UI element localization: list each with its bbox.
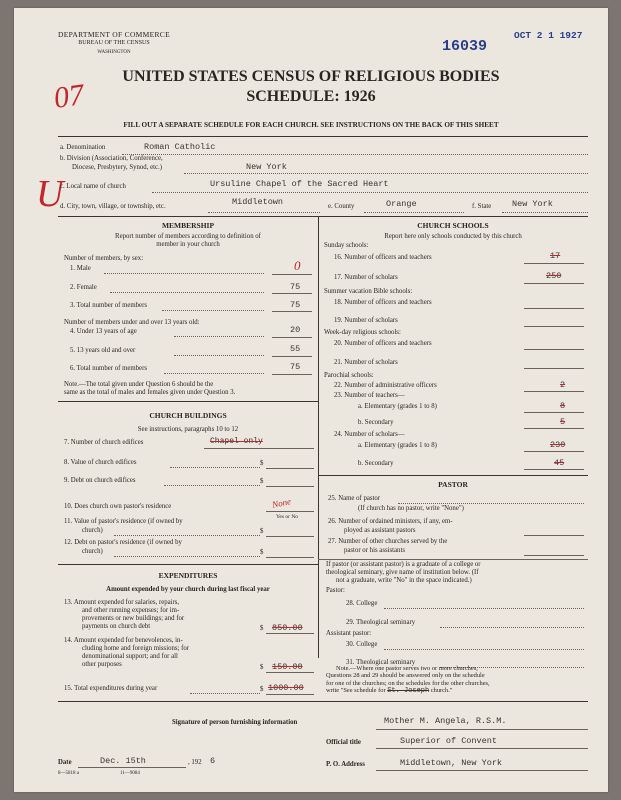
q30-label: 30. College xyxy=(346,641,378,648)
pastor-note-4 xyxy=(326,687,490,695)
date-line xyxy=(78,767,186,768)
sex-heading: Number of members, by sex: xyxy=(64,255,144,262)
membership-rule xyxy=(58,401,318,402)
q6-leader xyxy=(164,373,264,374)
q15-field xyxy=(266,694,314,695)
graduate-instruction xyxy=(326,561,481,585)
po-address-line xyxy=(376,770,588,771)
q9-dollar: $ xyxy=(260,478,264,485)
q24b-value: 45 xyxy=(554,458,565,468)
q8-label: 8. Value of church edifices xyxy=(64,459,137,466)
q7-value: Chapel only xyxy=(210,437,263,446)
state-line xyxy=(502,212,588,213)
q1-leader xyxy=(104,273,264,274)
q14-label xyxy=(64,637,189,669)
q6-field xyxy=(272,374,312,375)
q16-field xyxy=(524,263,584,264)
q18-field xyxy=(524,308,584,309)
denomination-label: a. Denomination xyxy=(60,144,106,151)
q16-label: 16. Number of officers and teachers xyxy=(334,254,432,261)
signature-line xyxy=(376,729,588,730)
local-name-label: c. Local name of church xyxy=(60,183,126,190)
membership-note-1: Note.—The total given under Question 6 should be the xyxy=(64,381,214,388)
city-label: d. City, town, village, or township, etc. xyxy=(60,203,166,210)
q13-line-1: 13. Amount expended for salaries, repairs, xyxy=(64,599,180,606)
graduate-instruction-3: not a graduate, write "No" in the space indicated.) xyxy=(336,577,472,584)
buildings-sub: See instructions, paragraphs 10 to 12 xyxy=(137,426,239,433)
q17-label: 17. Number of scholars xyxy=(334,274,398,281)
form-number: 8—5818 a xyxy=(58,771,79,776)
q23b-label: b. Secondary xyxy=(358,419,394,426)
q12-label: 12. Debt on pastor's residence (if owned by xyxy=(64,539,182,546)
membership-intro-2: member in your church xyxy=(156,241,220,248)
q7-field xyxy=(204,448,314,449)
q3-leader xyxy=(162,310,264,311)
membership-intro-1: Report number of members according to definition of xyxy=(115,233,261,240)
q4-label: 4. Under 13 years of age xyxy=(70,328,137,335)
q20-label: 20. Number of officers and teachers xyxy=(334,340,432,347)
schools-intro: Report here only schools conducted by this church xyxy=(384,233,522,240)
q14-field xyxy=(266,672,314,673)
bureau-name: BUREAU OF THE CENSUS xyxy=(78,40,150,46)
q25-hint: (If church has no pastor, write "None") xyxy=(358,505,464,512)
q8-leader xyxy=(170,467,260,468)
q15-value: 1000.00 xyxy=(268,683,304,693)
q22-field xyxy=(524,391,584,392)
signature-label: Signature of person furnishing information xyxy=(172,719,298,726)
q17-field xyxy=(524,283,584,284)
q12-dollar: $ xyxy=(260,549,264,556)
form-schedule-title: SCHEDULE: 1926 xyxy=(246,88,376,105)
q1-value: 0 xyxy=(294,258,301,273)
denomination-value: Roman Catholic xyxy=(144,142,216,152)
department-name: DEPARTMENT OF COMMERCE xyxy=(57,30,170,39)
membership-intro xyxy=(58,233,318,249)
q23a-field xyxy=(524,412,584,413)
q16-value: 17 xyxy=(550,251,561,261)
q9-field xyxy=(266,486,314,487)
q13-line-3: provements or new buildings; and for xyxy=(82,615,185,622)
q14-line-3: denominational support; and for all xyxy=(82,653,178,660)
q14-dollar: $ xyxy=(260,664,264,671)
q5-leader xyxy=(174,355,264,356)
official-title-label: Official title xyxy=(326,739,361,746)
handwritten-code: 07 xyxy=(51,78,87,115)
pastor-note xyxy=(326,665,490,696)
assistant-subheading: Assistant pastor: xyxy=(326,630,372,637)
q27-field xyxy=(524,555,584,556)
q9-label: 9. Debt on church edifices xyxy=(64,477,136,484)
county-line xyxy=(364,212,464,213)
q2-field xyxy=(272,293,312,294)
q11-field xyxy=(266,536,314,537)
q24a-value: 230 xyxy=(550,440,566,450)
q12-label-2: church) xyxy=(82,548,103,555)
q8-dollar: $ xyxy=(260,460,264,467)
q22-value: 2 xyxy=(560,380,566,390)
membership-note xyxy=(64,381,235,397)
q14-line-2: cluding home and foreign missions; for xyxy=(82,645,190,652)
pastor-heading: PASTOR xyxy=(438,480,468,489)
q11-label: 11. Value of pastor's residence (if owned by xyxy=(64,518,183,525)
po-address-label: P. O. Address xyxy=(326,761,365,768)
pastor-note-4-start: write "See schedule for xyxy=(326,687,386,695)
q21-field xyxy=(524,368,584,369)
q29-line xyxy=(440,627,584,628)
q15-leader xyxy=(190,693,260,694)
pastor-rule xyxy=(318,559,588,560)
q26-field xyxy=(524,535,584,536)
handwritten-mark: U xyxy=(36,173,64,215)
q28-line xyxy=(384,608,584,609)
state-label: f. State xyxy=(472,203,492,210)
q10-field xyxy=(266,511,314,512)
denomination-line xyxy=(122,154,588,155)
form-title: UNITED STATES CENSUS OF RELIGIOUS BODIES xyxy=(122,68,500,85)
q21-label: 21. Number of scholars xyxy=(334,359,398,366)
q14-value: 150.00 xyxy=(272,662,303,672)
q24b-label: b. Secondary xyxy=(358,460,394,467)
q12-leader xyxy=(114,556,260,557)
q6-label: 6. Total number of members xyxy=(70,365,147,372)
q13-value: 850.00 xyxy=(272,623,303,633)
q19-label: 19. Number of scholars xyxy=(334,317,398,324)
q25-line xyxy=(398,503,584,504)
city-line xyxy=(208,212,320,213)
county-value: Orange xyxy=(386,199,417,209)
local-name-value: Ursuline Chapel of the Sacred Heart xyxy=(210,179,389,189)
q13-label xyxy=(64,599,184,631)
body-bottom-rule xyxy=(58,701,588,702)
graduate-instruction-1: If pastor (or assistant pastor) is a graduate of a college or xyxy=(326,561,481,568)
signature-value: Mother M. Angela, R.S.M. xyxy=(384,716,507,726)
identity-rule xyxy=(58,216,588,217)
q10-value: None xyxy=(271,496,292,510)
yes-no-hint: Yes or No xyxy=(276,514,299,520)
census-schedule-page xyxy=(14,8,608,792)
q10-label: 10. Does church own pastor's residence xyxy=(64,503,172,510)
date-value: Dec. 15th xyxy=(100,756,146,766)
division-value: New York xyxy=(246,162,287,172)
q27-label-2: pastor or his assistants xyxy=(344,547,405,554)
schools-heading: CHURCH SCHOOLS xyxy=(417,221,489,230)
q9-leader xyxy=(164,485,260,486)
q12-field xyxy=(266,557,314,558)
pastor-note-4-value: St. Joseph xyxy=(387,687,430,696)
q23b-value: 5 xyxy=(560,417,566,427)
division-label: b. Division (Association, Conference, xyxy=(60,155,163,162)
header-rule xyxy=(58,136,588,137)
q24b-field xyxy=(524,469,584,470)
expenditures-sub: Amount expended by your church during last fiscal year xyxy=(106,586,270,593)
q24a-label: a. Elementary (grades 1 to 8) xyxy=(358,442,437,449)
year-prefix: , 192 xyxy=(188,759,202,766)
pastor-note-4-end: church." xyxy=(430,687,453,695)
buildings-heading: CHURCH BUILDINGS xyxy=(149,411,227,420)
q14-line-4: other purposes xyxy=(82,661,122,668)
year-value: 6 xyxy=(210,756,216,766)
date-label: Date xyxy=(58,759,72,766)
q7-label: 7. Number of church edifices xyxy=(64,439,144,446)
q24a-field xyxy=(524,451,584,452)
q5-label: 5. 13 years old and over xyxy=(70,347,136,354)
age-heading: Number of members under and over 13 years old: xyxy=(64,319,200,326)
q25-label: 25. Name of pastor xyxy=(328,495,381,502)
division-line xyxy=(184,173,588,174)
bureau-city: WASHINGTON xyxy=(97,50,131,55)
q5-field xyxy=(272,356,312,357)
q13-line-2: and other running expenses; for im- xyxy=(82,607,180,614)
q3-value: 75 xyxy=(290,300,301,310)
q5-value: 55 xyxy=(290,344,301,354)
local-name-line xyxy=(152,192,588,193)
summer-heading: Summer vacation Bible schools: xyxy=(324,288,413,295)
q1-label: 1. Male xyxy=(70,265,91,272)
q11-label-2: church) xyxy=(82,527,103,534)
q26-label-2: ployed as assistant pastors xyxy=(344,527,416,534)
q23a-label: a. Elementary (grades 1 to 8) xyxy=(358,403,437,410)
city-value: Middletown xyxy=(232,197,284,207)
sunday-heading: Sunday schools: xyxy=(324,242,369,249)
q2-leader xyxy=(110,292,264,293)
q4-value: 20 xyxy=(290,325,301,335)
schools-rule xyxy=(318,475,588,476)
state-value: New York xyxy=(512,199,553,209)
q2-label: 2. Female xyxy=(70,284,97,291)
q3-label: 3. Total number of members xyxy=(70,302,147,309)
q11-leader xyxy=(114,535,260,536)
buildings-rule xyxy=(58,564,318,565)
q18-label: 18. Number of officers and teachers xyxy=(334,299,432,306)
pastor-subheading: Pastor: xyxy=(326,587,345,594)
pastor-note-1: Note.—Where one pastor serves two or more churches, xyxy=(336,665,478,672)
q1-field xyxy=(272,274,312,275)
q22-label: 22. Number of administrative officers xyxy=(334,382,437,389)
expenditures-heading: EXPENDITURES xyxy=(158,571,218,580)
q26-label: 26. Number of ordained ministers, if any, em- xyxy=(328,518,453,525)
q13-field xyxy=(266,633,314,634)
q23a-value: 8 xyxy=(560,401,566,411)
county-label: e. County xyxy=(328,203,355,210)
q15-label: 15. Total expenditures during year xyxy=(64,685,158,692)
pastor-note-2: Questions 28 and 29 should be answered only on the schedule xyxy=(326,672,485,680)
q28-label: 28. College xyxy=(346,600,378,607)
column-divider xyxy=(318,216,319,658)
department-heading xyxy=(54,30,174,57)
q8-field xyxy=(266,468,314,469)
parochial-heading: Parochial schools: xyxy=(324,372,374,379)
weekday-heading: Week-day religious schools: xyxy=(324,329,401,336)
q27-label: 27. Number of other churches served by the xyxy=(328,538,448,545)
q30-line xyxy=(384,649,584,650)
q24-label: 24. Number of scholars— xyxy=(334,431,405,438)
q6-value: 75 xyxy=(290,362,301,372)
q13-dollar: $ xyxy=(260,625,264,632)
official-title-line xyxy=(376,748,588,749)
form-number-2: 11—9084 xyxy=(120,771,140,776)
membership-heading: MEMBERSHIP xyxy=(161,221,215,230)
received-date-stamp: OCT 2 1 1927 xyxy=(514,30,583,41)
q19-field xyxy=(524,326,584,327)
q17-value: 250 xyxy=(546,271,562,281)
instruction-line: FILL OUT A SEPARATE SCHEDULE FOR EACH CHURCH. SEE INSTRUCTIONS ON THE BACK OF THIS SHEET xyxy=(123,121,499,129)
q3-field xyxy=(272,311,312,312)
po-address-value: Middletown, New York xyxy=(400,758,503,768)
pastor-note-3: for one of the churches; on the schedules for the other churches, xyxy=(326,679,490,687)
q20-field xyxy=(524,349,584,350)
q4-field xyxy=(272,337,312,338)
q2-value: 75 xyxy=(290,282,301,292)
q31-label: 31. Theological seminary xyxy=(346,659,416,666)
graduate-instruction-2: theological seminary, give name of institution below. (If xyxy=(326,569,479,576)
q29-label: 29. Theological seminary xyxy=(346,619,416,626)
stamp-number: 16039 xyxy=(442,38,488,55)
q14-line-1: 14. Amount expended for benevolences, in- xyxy=(64,637,183,644)
membership-note-2: same as the total of males and females given under Question 3. xyxy=(64,389,236,396)
q23-label: 23. Number of teachers— xyxy=(334,392,405,399)
q11-dollar: $ xyxy=(260,528,264,535)
q13-line-4: payments on church debt xyxy=(82,623,151,630)
q15-dollar: $ xyxy=(260,686,264,693)
q23b-field xyxy=(524,428,584,429)
official-title-value: Superior of Convent xyxy=(400,736,497,746)
division-label-2: Diocese, Presbytery, Synod, etc.) xyxy=(72,164,162,171)
q4-leader xyxy=(174,336,264,337)
